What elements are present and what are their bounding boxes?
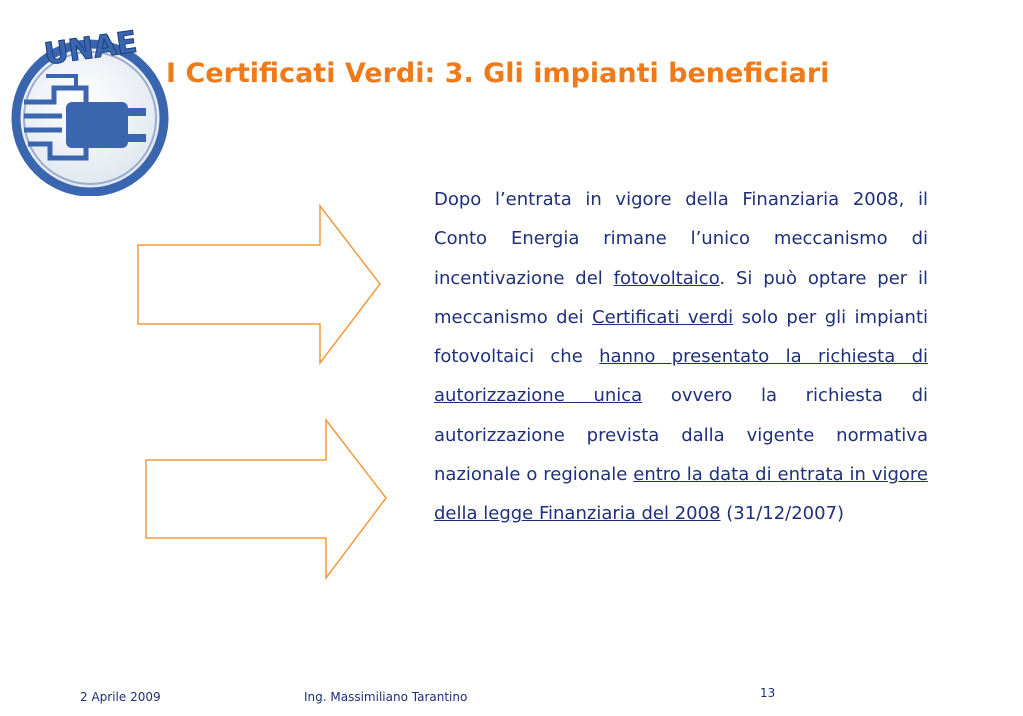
arrows-graphic	[130, 198, 400, 588]
arrow-top	[138, 206, 380, 363]
arrow-bottom	[146, 420, 386, 578]
link-autorizzazione-unica[interactable]: hanno presentato la richiesta di autorizzazione unica	[434, 346, 928, 407]
footer-date: 2 Aprile 2009	[80, 690, 161, 704]
link-certificati-verdi[interactable]: Certificati verdi	[592, 306, 734, 328]
logo-text: UNAE	[42, 24, 140, 73]
link-finanziaria-2008[interactable]: entro la data di entrata in vigore della legge Finanziaria del 2008	[434, 464, 929, 525]
footer-author: Ing. Massimiliano Tarantino	[304, 690, 468, 704]
link-fotovoltaico[interactable]: fotovoltaico	[613, 267, 720, 289]
slide-title: I Certificati Verdi: 3. Gli impianti beneficiari	[166, 58, 830, 89]
unae-logo	[6, 10, 178, 196]
body-paragraph: Dopo l’entrata in vigore della Finanziaria 2008, il Conto Energia rimane l’unico meccanismo di incentivazione del fotovoltaico. Si può optare per il meccanismo dei Certificati verdi solo per gli impianti fotovoltaici che hanno presentato la richiesta di autorizzazione unica ovvero la richiesta di autorizzazione prevista dalla vigente normativa nazionale o regionale entro la data di entrata in vigore della legge Finanziaria del 2008 (31/12/2007)	[434, 189, 929, 525]
page-number: 13	[760, 686, 776, 700]
